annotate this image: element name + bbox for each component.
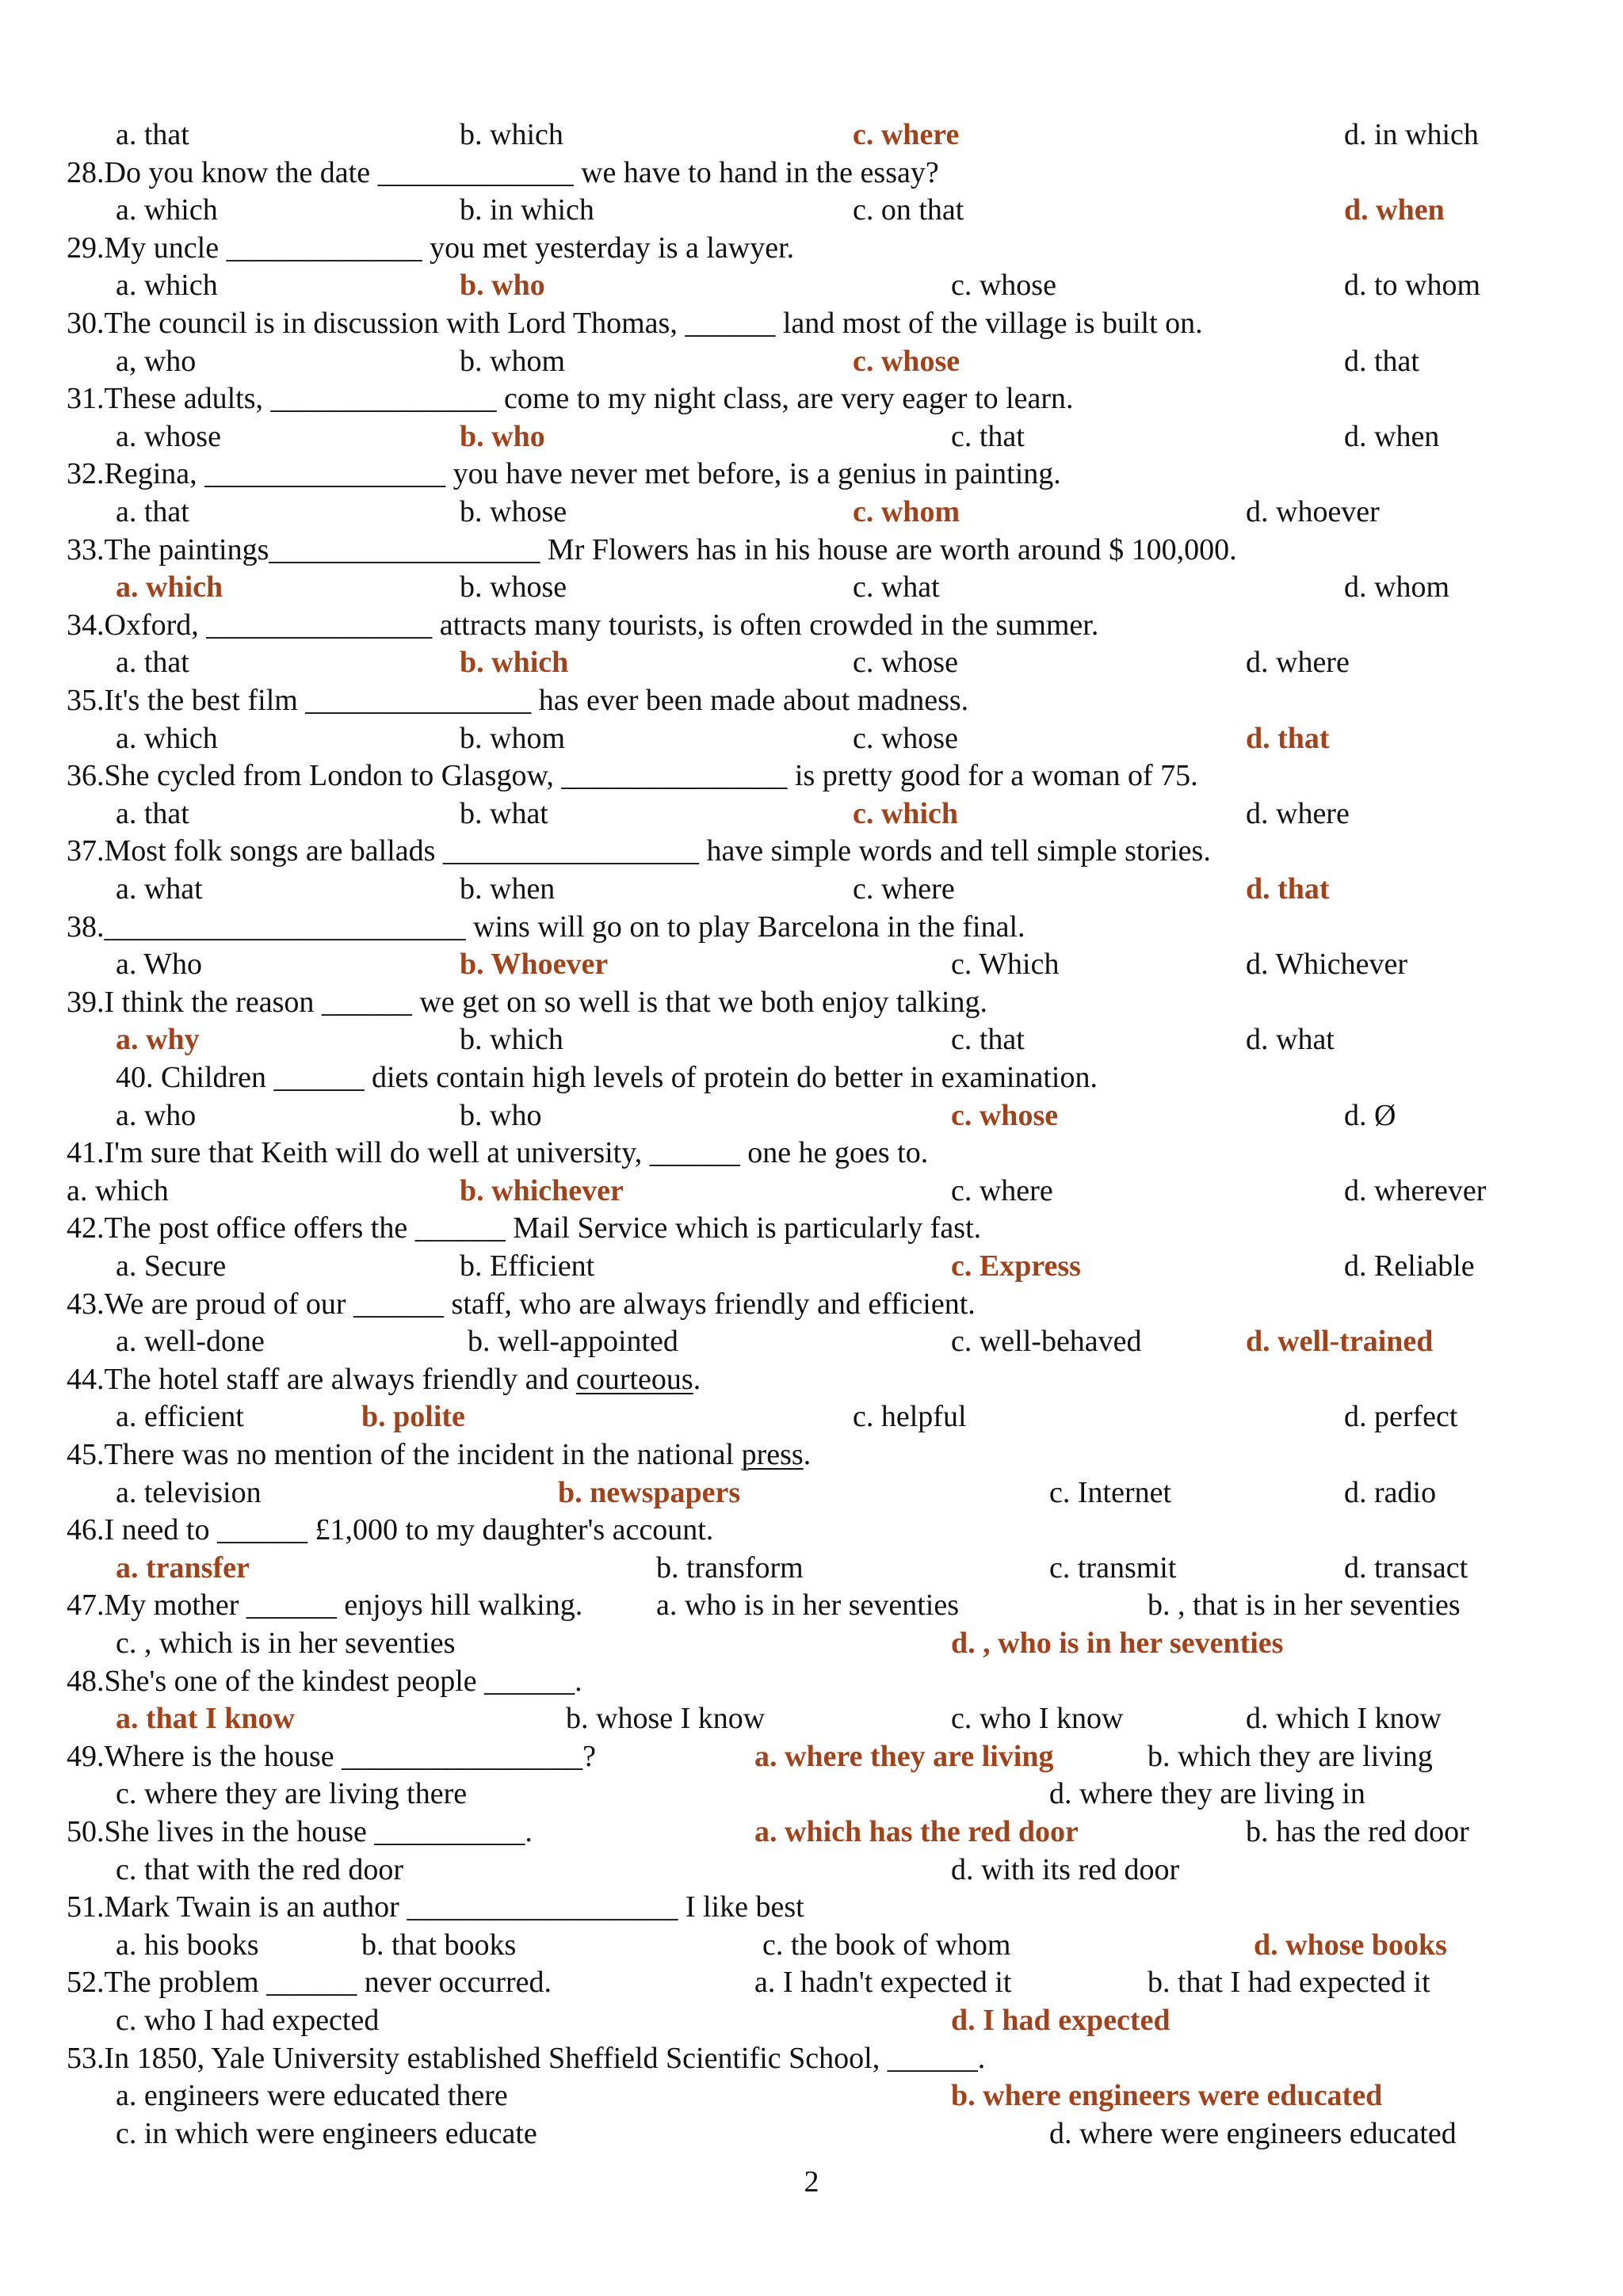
answer-option	[1246, 947, 1407, 982]
correct-answer	[951, 1098, 1058, 1133]
correct-answer	[460, 268, 545, 303]
answer-option	[853, 721, 958, 756]
correct-answer	[460, 645, 568, 680]
segment-text: 43.We are proud of our ______ staff, who are always friendly and efficient.	[67, 1287, 976, 1321]
segment-text: c. whose	[853, 721, 958, 755]
answer-option	[1344, 268, 1480, 303]
segment-text: a. Secure	[116, 1249, 227, 1283]
segment-text: a. that I know	[116, 1702, 295, 1736]
segment-text: b. that I had expected it	[1148, 1966, 1430, 2000]
segment-text: d. Whichever	[1246, 948, 1407, 982]
segment-text: d. Ø	[1344, 1098, 1396, 1132]
segment-text: c. which	[853, 796, 958, 830]
correct-answer	[853, 344, 960, 379]
segment-text: 44.The hotel staff are always friendly and	[67, 1362, 576, 1396]
question-text	[67, 1135, 928, 1170]
segment-text: a. that	[116, 796, 189, 830]
segment-text: d. where	[1246, 646, 1350, 680]
answer-option	[116, 1098, 196, 1133]
segment-text: d. perfect	[1344, 1400, 1458, 1434]
question-text	[67, 532, 1237, 567]
answer-option	[1246, 1814, 1469, 1849]
segment-text: d. which I know	[1246, 1702, 1442, 1736]
segment-text: b. whom	[460, 344, 565, 378]
question-text	[67, 1588, 582, 1623]
segment-text: a. which	[116, 721, 218, 755]
answer-option	[116, 344, 196, 379]
answer-option	[566, 1701, 765, 1736]
question-text	[67, 1437, 811, 1472]
segment-text: 53.In 1850, Yale University established Sheffield Scientific School, ______.	[67, 2041, 986, 2075]
segment-text: 32.Regina, ________________ you have never met before, is a genius in painting.	[67, 457, 1061, 491]
underlined-word: press	[741, 1438, 804, 1471]
segment-text: a. his books	[116, 1928, 259, 1962]
question-text	[67, 683, 968, 718]
correct-answer	[951, 1626, 1283, 1661]
page-number: 2	[804, 2165, 819, 2199]
segment-text: b. Whoever	[460, 948, 609, 982]
segment-text: b. polite	[361, 1400, 465, 1434]
segment-text: d. where	[1246, 796, 1350, 830]
segment-text: d. where were engineers educated	[1049, 2116, 1457, 2150]
answer-option	[116, 1776, 467, 1811]
answer-option	[116, 1852, 403, 1887]
segment-text: 47.My mother ______ enjoys hill walking.	[67, 1589, 583, 1623]
segment-text: a. which	[116, 570, 223, 605]
segment-text: 38.________________________ wins will go on to play Barcelona in the final.	[67, 910, 1025, 944]
answer-option	[853, 1399, 967, 1434]
segment-text: c. Which	[951, 948, 1060, 982]
segment-text: d. well-trained	[1246, 1325, 1434, 1359]
answer-option	[116, 645, 189, 680]
answer-option	[116, 1324, 265, 1359]
answer-option	[460, 1098, 541, 1133]
segment-text: 35.It's the best film _______________ has ever been made about madness.	[67, 684, 969, 717]
correct-answer	[951, 2078, 1382, 2113]
segment-text: d. what	[1246, 1023, 1335, 1057]
segment-text: c. well-behaved	[951, 1325, 1142, 1359]
segment-text: b. which	[460, 118, 563, 151]
segment-text: c. that with the red door	[116, 1852, 404, 1886]
segment-text: b. who	[460, 1098, 542, 1132]
segment-text: b. which	[460, 646, 569, 680]
segment-text: c. whose	[853, 344, 960, 378]
segment-text: a. who is in her seventies	[656, 1589, 960, 1623]
segment-text: 50.She lives in the house __________.	[67, 1815, 533, 1848]
question-text	[116, 1060, 1098, 1095]
segment-text: b. well-appointed	[468, 1325, 678, 1359]
segment-text: d. transact	[1344, 1550, 1468, 1585]
segment-text: a. that	[116, 495, 189, 528]
answer-option	[116, 2116, 537, 2151]
question-text	[67, 231, 794, 265]
correct-answer	[361, 1399, 465, 1434]
segment-text: a. who	[116, 1098, 197, 1132]
question-text	[67, 1739, 596, 1774]
answer-option	[460, 570, 567, 605]
answer-option	[1344, 1550, 1468, 1585]
answer-option	[1344, 117, 1479, 152]
answer-option	[116, 796, 189, 831]
correct-answer	[460, 419, 545, 454]
segment-text: b. transform	[656, 1550, 804, 1585]
answer-option	[116, 947, 202, 982]
segment-text: d. in which	[1344, 118, 1479, 151]
answer-option	[1344, 570, 1449, 605]
segment-text: a. why	[116, 1023, 200, 1057]
correct-answer	[1246, 871, 1330, 906]
answer-option	[1049, 1475, 1171, 1510]
question-text	[67, 381, 1074, 416]
question-text	[67, 608, 1098, 643]
segment-text: a. I hadn't expected it	[754, 1966, 1012, 2000]
segment-text: a. which	[116, 193, 218, 227]
question-text	[67, 1965, 552, 2000]
segment-text: c. Express	[951, 1249, 1081, 1283]
segment-text: b. newspapers	[558, 1475, 741, 1509]
segment-text: b. what	[460, 796, 548, 830]
segment-text: a. which	[116, 269, 218, 303]
segment-text: 40. Children ______ diets contain high levels of protein do better in examination.	[116, 1061, 1098, 1094]
segment-text: c. transmit	[1049, 1550, 1177, 1585]
correct-answer	[754, 1739, 1054, 1774]
answer-option	[460, 494, 567, 529]
segment-text: c. where	[853, 118, 960, 151]
answer-option	[1344, 1173, 1486, 1208]
answer-option	[67, 1173, 169, 1208]
question-text	[67, 306, 1203, 341]
segment-text: 33.The paintings__________________ Mr Flowers has in his house are worth around $ 100,000.	[67, 532, 1237, 566]
segment-text: d. when	[1344, 193, 1445, 227]
segment-text: c. whose	[951, 1098, 1059, 1132]
segment-text: 49.Where is the house ________________?	[67, 1739, 597, 1773]
answer-option	[116, 1475, 262, 1510]
segment-text: a. transfer	[116, 1550, 250, 1585]
segment-text: d. with its red door	[951, 1852, 1180, 1886]
segment-text: c. where	[951, 1173, 1053, 1207]
segment-text: b. which	[460, 1023, 563, 1057]
segment-text: b. that books	[361, 1928, 517, 1962]
answer-option	[116, 2078, 508, 2113]
segment-text: c. that	[951, 419, 1025, 453]
segment-text: c. in which were engineers educate	[116, 2116, 537, 2150]
segment-text: c. helpful	[853, 1400, 967, 1434]
answer-option	[1344, 344, 1419, 379]
segment-text: a. efficient	[116, 1400, 244, 1434]
answer-option	[460, 871, 555, 906]
correct-answer	[754, 1814, 1079, 1849]
answer-option	[116, 117, 189, 152]
answer-option	[116, 2003, 379, 2038]
segment-text: b. whom	[460, 721, 565, 755]
answer-option	[1148, 1965, 1430, 2000]
correct-answer	[853, 796, 958, 831]
answer-option	[460, 1022, 563, 1057]
answer-option	[1246, 645, 1350, 680]
segment-text: 46.I need to ______ £1,000 to my daughter's account.	[67, 1513, 714, 1547]
segment-text: b. has the red door	[1246, 1815, 1469, 1848]
answer-option	[460, 1249, 594, 1283]
answer-option	[361, 1928, 516, 1962]
segment-text: c. , which is in her seventies	[116, 1627, 456, 1660]
segment-text: c. where they are living there	[116, 1777, 468, 1811]
segment-text: 34.Oxford, _______________ attracts many tourists, is often crowded in the summer.	[67, 608, 1099, 642]
correct-answer	[460, 1173, 624, 1208]
question-text	[67, 833, 1211, 868]
segment-text: b. when	[460, 872, 556, 906]
answer-option	[951, 1173, 1053, 1208]
segment-text: a. that	[116, 118, 189, 151]
answer-option	[116, 1249, 226, 1283]
segment-text: c. Internet	[1049, 1475, 1172, 1509]
segment-text: d. that	[1246, 721, 1330, 755]
segment-text: 42.The post office offers the ______ Mail Service which is particularly fast.	[67, 1211, 982, 1245]
segment-text: c. the book of whom	[762, 1928, 1011, 1962]
correct-answer	[1344, 193, 1445, 227]
answer-option	[951, 947, 1059, 982]
question-text	[67, 1814, 533, 1849]
segment-text: d. whose books	[1254, 1928, 1447, 1962]
correct-answer	[1246, 721, 1330, 756]
answer-option	[116, 721, 218, 756]
segment-text: a. which has the red door	[754, 1815, 1079, 1848]
answer-option	[116, 871, 203, 906]
answer-option	[468, 1324, 678, 1359]
answer-option	[1049, 1776, 1365, 1811]
segment-text: 37.Most folk songs are ballads _________________ have simple words and tell simple stories.	[67, 834, 1211, 868]
question-text	[67, 1890, 804, 1924]
segment-text: b. which they are living	[1148, 1739, 1433, 1773]
question-text	[67, 758, 1198, 793]
correct-answer	[853, 494, 960, 529]
correct-answer	[951, 2003, 1170, 2038]
answer-option	[762, 1928, 1010, 1962]
answer-option	[853, 645, 958, 680]
answer-option	[1344, 1098, 1396, 1133]
segment-text: d. I had expected	[951, 2004, 1170, 2037]
question-text	[67, 910, 1025, 944]
segment-text: a. what	[116, 872, 203, 906]
segment-text: a. well-done	[116, 1325, 265, 1359]
correct-answer	[116, 1701, 295, 1736]
segment-text: c. whose	[951, 269, 1056, 303]
answer-option	[754, 1965, 1011, 2000]
question-text	[67, 1362, 701, 1397]
segment-text: b. whichever	[460, 1173, 624, 1207]
segment-text: d. whoever	[1246, 495, 1380, 528]
segment-text: b. whose	[460, 570, 567, 605]
answer-option	[656, 1550, 804, 1585]
answer-option	[1246, 1022, 1335, 1057]
question-text	[67, 1664, 582, 1699]
answer-option	[1148, 1588, 1461, 1623]
correct-answer	[558, 1475, 740, 1510]
segment-text: a. where they are living	[754, 1739, 1054, 1773]
answer-option	[853, 570, 940, 605]
segment-text: 30.The council is in discussion with Lord Thomas, ______ land most of the village is built on.	[67, 307, 1203, 340]
segment-text: d. to whom	[1344, 269, 1481, 303]
question-text	[67, 1512, 713, 1547]
answer-option	[853, 193, 964, 227]
underlined-word: courteous	[575, 1362, 693, 1396]
segment-text: a. Who	[116, 948, 203, 982]
segment-text: a. television	[116, 1475, 262, 1509]
answer-option	[1246, 1701, 1442, 1736]
segment-text: a. engineers were educated there	[116, 2079, 508, 2113]
answer-option	[116, 1928, 259, 1962]
answer-option	[951, 419, 1025, 454]
segment-text: 28.Do you know the date _____________ we have to hand in the essay?	[67, 155, 939, 189]
answer-option	[951, 1324, 1142, 1359]
segment-text: 41.I'm sure that Keith will do well at university, ______ one he goes to.	[67, 1136, 929, 1170]
answer-option	[951, 1701, 1123, 1736]
segment-text: c. who I know	[951, 1702, 1124, 1736]
answer-option	[1344, 1399, 1457, 1434]
correct-answer	[1254, 1928, 1447, 1962]
correct-answer	[460, 947, 608, 982]
answer-option	[1344, 419, 1439, 454]
segment-text: 45.There was no mention of the incident in the national	[67, 1438, 742, 1471]
segment-text: b. Efficient	[460, 1249, 595, 1283]
segment-text: c. whom	[853, 495, 960, 528]
answer-option	[116, 1626, 455, 1661]
question-text	[67, 456, 1061, 491]
question-text	[67, 155, 939, 190]
segment-text: 52.The problem ______ never occurred.	[67, 1966, 552, 2000]
segment-text: .	[803, 1438, 812, 1471]
answer-option	[1148, 1739, 1433, 1774]
answer-option	[853, 871, 955, 906]
segment-text: a. that	[116, 646, 189, 680]
answer-option	[1049, 2116, 1457, 2151]
segment-text: d. that	[1344, 344, 1419, 378]
segment-text: b. whose	[460, 495, 567, 528]
segment-text: 36.She cycled from London to Glasgow, _______________ is pretty good for a woman of 75.	[67, 759, 1198, 793]
answer-option	[116, 494, 189, 529]
correct-answer	[116, 1022, 200, 1057]
segment-text: d. whom	[1344, 570, 1449, 605]
segment-text: a, who	[116, 344, 197, 378]
answer-option	[460, 193, 594, 227]
segment-text: 39.I think the reason ______ we get on so well is that we both enjoy talking.	[67, 985, 987, 1019]
answer-option	[460, 117, 563, 152]
correct-answer	[116, 570, 223, 605]
segment-text: .	[693, 1362, 701, 1396]
correct-answer	[951, 1249, 1081, 1283]
segment-text: c. who I had expected	[116, 2004, 380, 2037]
segment-text: b. , that is in her seventies	[1148, 1589, 1461, 1623]
answer-option	[116, 268, 218, 303]
answer-option	[1246, 494, 1380, 529]
segment-text: c. whose	[853, 646, 958, 680]
segment-text: d. that	[1246, 872, 1330, 906]
segment-text: b. where engineers were educated	[951, 2079, 1383, 2113]
segment-text: d. , who is in her seventies	[951, 1627, 1284, 1660]
answer-option	[460, 796, 548, 831]
segment-text: b. who	[460, 419, 545, 453]
answer-option	[116, 419, 221, 454]
question-text	[67, 985, 987, 1020]
segment-text: 51.Mark Twain is an author __________________ I like best	[67, 1890, 804, 1924]
answer-option	[1344, 1475, 1436, 1510]
correct-answer	[116, 1550, 250, 1585]
question-text	[67, 1287, 976, 1322]
answer-option	[116, 1399, 244, 1434]
segment-text: a. which	[67, 1173, 169, 1207]
segment-text: b. whose I know	[566, 1702, 766, 1736]
answer-option	[1049, 1550, 1176, 1585]
segment-text: d. Reliable	[1344, 1249, 1475, 1283]
segment-text: d. wherever	[1344, 1173, 1487, 1207]
segment-text: 31.These adults, _______________ come to my night class, are very eager to learn.	[67, 382, 1074, 416]
segment-text: 48.She's one of the kindest people ______.	[67, 1664, 582, 1698]
segment-text: a. whose	[116, 419, 221, 453]
question-text	[67, 2041, 985, 2076]
correct-answer	[1246, 1324, 1433, 1359]
answer-option	[951, 268, 1056, 303]
segment-text: d. when	[1344, 419, 1440, 453]
segment-text: c. where	[853, 872, 955, 906]
answer-option	[951, 1852, 1179, 1887]
answer-option	[951, 1022, 1025, 1057]
segment-text: d. radio	[1344, 1475, 1437, 1509]
question-text	[67, 1211, 981, 1245]
segment-text: c. that	[951, 1023, 1025, 1057]
correct-answer	[853, 117, 959, 152]
answer-option	[1344, 1249, 1475, 1283]
segment-text: d. where they are living in	[1049, 1777, 1365, 1811]
segment-text: b. in which	[460, 193, 594, 227]
segment-text: c. what	[853, 570, 940, 605]
segment-text: c. on that	[853, 193, 964, 227]
answer-option	[656, 1588, 959, 1623]
segment-text: b. who	[460, 269, 545, 303]
answer-option	[460, 721, 565, 756]
segment-text: 29.My uncle _____________ you met yesterday is a lawyer.	[67, 231, 795, 265]
answer-option	[1246, 796, 1350, 831]
answer-option	[116, 193, 218, 227]
answer-option	[460, 344, 565, 379]
